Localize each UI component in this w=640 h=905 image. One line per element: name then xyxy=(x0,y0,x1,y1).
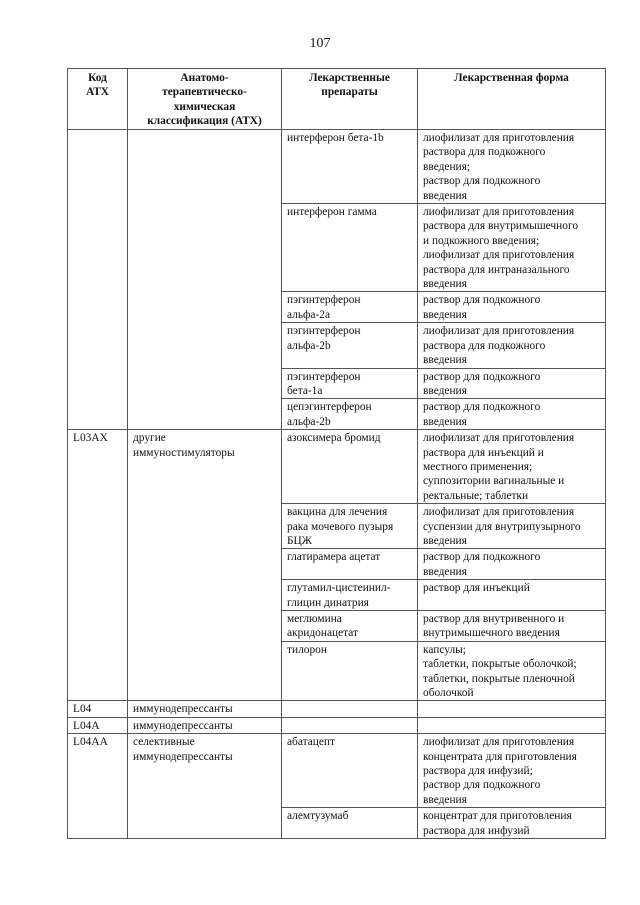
form-cell xyxy=(418,734,606,808)
class-cell xyxy=(128,701,282,717)
code-text: L03AX xyxy=(73,432,108,445)
drug-cell xyxy=(282,399,418,430)
form-cell xyxy=(418,549,606,580)
class-cell xyxy=(128,130,282,430)
drug-cell xyxy=(282,808,418,839)
table-row xyxy=(68,734,606,808)
drug-text: абатацепт xyxy=(287,736,336,749)
drug-text: цепэгинтерферон альфа-2b xyxy=(287,401,372,428)
code-cell xyxy=(68,430,128,701)
drug-cell xyxy=(282,734,418,808)
drug-text: пэгинтерферон альфа-2a xyxy=(287,294,361,321)
drug-text: меглюмина акридонацетат xyxy=(287,613,359,640)
drug-text: пэгинтерферон бета-1a xyxy=(287,370,361,397)
form-text: лиофилизат для приготовления раствора для подкожного введения; раствор для подкожного введения xyxy=(423,132,575,202)
form-cell xyxy=(418,808,606,839)
form-cell xyxy=(418,504,606,549)
drug-cell xyxy=(282,130,418,204)
table-row xyxy=(68,717,606,733)
header-code xyxy=(68,69,128,130)
header-form xyxy=(418,69,606,130)
header-classification-text: Анатомо- терапевтическо- химическая классификация (АТХ) xyxy=(147,72,262,128)
form-text: лиофилизат для приготовления суспензии для внутрипузырного введения xyxy=(423,506,581,547)
form-cell xyxy=(418,368,606,399)
drug-cell xyxy=(282,430,418,504)
class-text: другие иммуностимуляторы xyxy=(133,432,235,459)
drug-cell xyxy=(282,504,418,549)
code-cell xyxy=(68,130,128,430)
class-cell xyxy=(128,734,282,839)
code-text: L04 xyxy=(73,703,92,716)
drug-cell xyxy=(282,611,418,642)
atx-table xyxy=(67,68,606,839)
class-text: иммунодепрессанты xyxy=(133,719,233,732)
table-header-row xyxy=(68,69,606,130)
form-cell xyxy=(418,580,606,611)
form-cell xyxy=(418,399,606,430)
drug-cell xyxy=(282,717,418,733)
header-code-text: Код АТХ xyxy=(85,72,110,99)
form-text: раствор для подкожного введения xyxy=(423,370,541,397)
header-form-text: Лекарственная форма xyxy=(454,72,569,84)
drug-text: интерферон бета-1b xyxy=(287,132,384,144)
drug-text: вакцина для лечения рака мочевого пузыря БЦЖ xyxy=(287,506,394,547)
table-row xyxy=(68,701,606,717)
form-cell xyxy=(418,292,606,323)
form-cell xyxy=(418,430,606,504)
drug-cell xyxy=(282,641,418,701)
drug-cell xyxy=(282,323,418,368)
page-number: 107 xyxy=(309,36,331,51)
drug-text: пэгинтерферон альфа-2b xyxy=(287,325,361,352)
header-drugs-text: Лекарственные препараты xyxy=(309,72,390,99)
drug-cell xyxy=(282,549,418,580)
header-drugs xyxy=(282,69,418,130)
class-cell xyxy=(128,717,282,733)
form-text: лиофилизат для приготовления раствора для инъекций и местного применения; суппозитории вагинальные и ректальные; таблетки xyxy=(423,432,575,502)
form-cell xyxy=(418,641,606,701)
form-text: раствор для внутривенного и внутримышечного введения xyxy=(423,613,565,640)
drug-cell xyxy=(282,292,418,323)
form-text: концентрат для приготовления раствора для инфузий xyxy=(423,810,572,837)
code-cell xyxy=(68,734,128,839)
form-text: раствор для подкожного введения xyxy=(423,551,541,578)
drug-cell xyxy=(282,368,418,399)
code-text: L04AA xyxy=(73,736,108,749)
drug-text: глутамил-цистеинил- глицин динатрия xyxy=(287,582,391,609)
class-text: иммунодепрессанты xyxy=(133,703,233,716)
table-row xyxy=(68,130,606,204)
code-cell xyxy=(68,717,128,733)
form-cell xyxy=(418,130,606,204)
drug-cell xyxy=(282,580,418,611)
code-text: L04A xyxy=(73,719,100,732)
form-text: раствор для инъекций xyxy=(423,582,530,595)
drug-text: интерферон гамма xyxy=(287,206,377,219)
form-cell xyxy=(418,611,606,642)
form-text: лиофилизат для приготовления концентрата для приготовления раствора для инфузий; раствор для подкожного введения xyxy=(423,736,577,806)
form-cell xyxy=(418,323,606,368)
drug-text: алемтузумаб xyxy=(287,810,349,823)
header-classification xyxy=(128,69,282,130)
drug-cell xyxy=(282,701,418,717)
form-text: капсулы; таблетки, покрытые оболочкой; таблетки, покрытые пленочной оболочкой xyxy=(423,643,577,700)
form-text: раствор для подкожного введения xyxy=(423,294,541,321)
code-cell xyxy=(68,701,128,717)
class-text: селективные иммунодепрессанты xyxy=(133,736,233,763)
drug-cell xyxy=(282,204,418,292)
table-row xyxy=(68,430,606,504)
form-text: лиофилизат для приготовления раствора для подкожного введения xyxy=(423,325,575,367)
form-text: раствор для подкожного введения xyxy=(423,401,541,428)
form-text: лиофилизат для приготовления раствора для внутримышечного и подкожного введения; лиофилизат для приготовления раствора для интраназального введения xyxy=(423,206,579,291)
form-cell xyxy=(418,717,606,733)
drug-text: азоксимера бромид xyxy=(287,432,381,445)
form-cell xyxy=(418,204,606,292)
drug-text: тилорон xyxy=(287,643,327,656)
form-cell xyxy=(418,701,606,717)
class-cell xyxy=(128,430,282,701)
drug-text: глатирамера ацетат xyxy=(287,551,381,564)
